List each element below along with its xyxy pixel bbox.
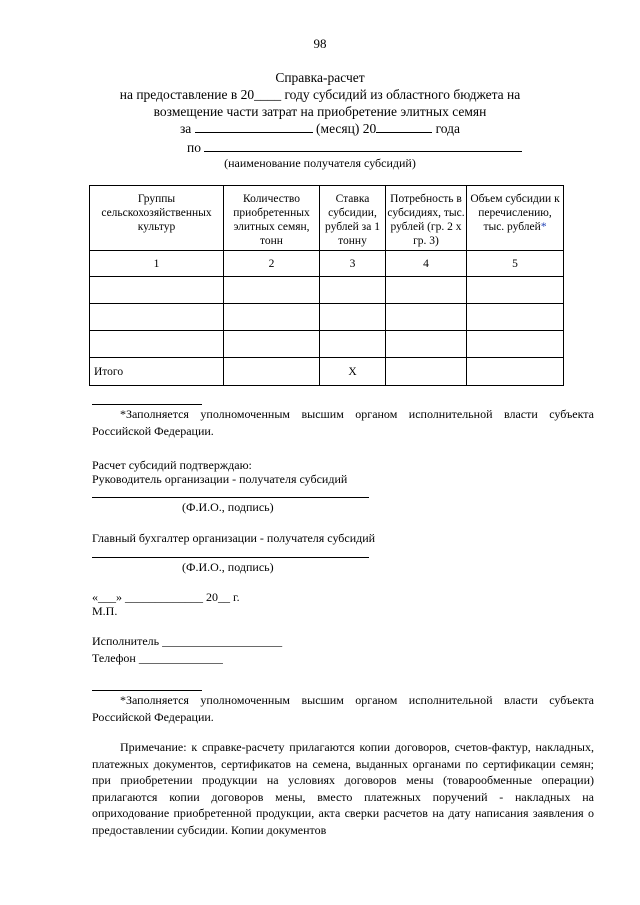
- recipient-blank: [204, 141, 522, 152]
- title-line-2: на предоставление в 20____ году субсидий из областного бюджета на: [119, 87, 521, 102]
- table-header-row: [90, 186, 564, 251]
- accountant-signature-line: [92, 557, 369, 558]
- table-cell: [224, 358, 320, 386]
- note-text: Примечание: к справке-расчету прилагаются копии договоров, счетов-фактур, накладных, платежных документов, сертификатов на семена, выданных органами по сертификации семян; при приобретении продукции на условиях договоров мены (товарообменные операции) прилагаются копии договоров мены, вместо платежных поручений - накладных на оприходование приобретенной продукции, акта сверки расчетов на дату написания заявления о предоставлении субсидии. Копии документов: [92, 740, 594, 837]
- table-cell: [90, 331, 224, 358]
- table-cell: [90, 277, 224, 304]
- calculation-table: [89, 185, 564, 386]
- column-number-row: [90, 251, 564, 277]
- note-paragraph: [92, 739, 594, 839]
- table-cell: [467, 277, 564, 304]
- table-cell: [467, 331, 564, 358]
- column-number: 3: [320, 251, 386, 277]
- table-cell: [224, 277, 320, 304]
- year-blank: [376, 121, 432, 133]
- head-signature-line: [92, 497, 369, 498]
- footnote-2-line-2: Российской Федерации.: [92, 710, 214, 724]
- footnote-separator: [92, 404, 202, 405]
- title-line-4-suffix: года: [432, 121, 461, 136]
- head-label: Руководитель организации - получателя субсидий: [92, 472, 348, 486]
- title-line-4-prefix: за: [179, 121, 195, 136]
- header-subsidy-need: Потребность в субсидиях, тыс. рублей (гр. 2 х гр. 3): [386, 186, 467, 251]
- table-cell: [320, 277, 386, 304]
- footnote-separator: [92, 690, 202, 691]
- table-row: [90, 331, 564, 358]
- table-cell: [386, 331, 467, 358]
- column-number: 4: [386, 251, 467, 277]
- document-title: [0, 69, 640, 137]
- executor-line: Исполнитель ____________________: [92, 634, 283, 648]
- accountant-label: Главный бухгалтер организации - получателя субсидий: [92, 531, 376, 545]
- recipient-line: [187, 140, 522, 156]
- footnote-1-line-2: Российской Федерации.: [92, 424, 214, 438]
- head-signature-caption: (Ф.И.О., подпись): [182, 500, 274, 514]
- table-row: [90, 304, 564, 331]
- table-cell: [90, 304, 224, 331]
- date-line: «___» _____________ 20__ г.: [92, 590, 240, 604]
- month-blank: [195, 121, 313, 133]
- header-subsidy-rate: Ставка субсидии, рублей за 1 тонну: [320, 186, 386, 251]
- title-line-4-mid: (месяц) 20: [312, 121, 377, 136]
- table-cell: [320, 304, 386, 331]
- table-cell: [467, 304, 564, 331]
- page-number: 98: [313, 36, 327, 51]
- column-number: 1: [90, 251, 224, 277]
- footnote-1-line-1: *Заполняется уполномоченным высшим органом исполнительной власти субъекта: [120, 407, 594, 421]
- stamp-label: М.П.: [92, 604, 118, 618]
- total-rate-cross: Х: [320, 358, 386, 386]
- recipient-label: по: [187, 140, 205, 155]
- accountant-signature-caption: (Ф.И.О., подпись): [182, 560, 274, 574]
- column-number: 2: [224, 251, 320, 277]
- table-cell: [467, 358, 564, 386]
- column-number: 5: [467, 251, 564, 277]
- header-asterisk: *: [540, 221, 547, 233]
- title-line-1: Справка-расчет: [275, 70, 365, 85]
- recipient-caption: (наименование получателя субсидий): [224, 156, 416, 170]
- table-cell: [224, 331, 320, 358]
- table-cell: [386, 277, 467, 304]
- table-cell: [386, 358, 467, 386]
- confirm-title: Расчет субсидий подтверждаю:: [92, 458, 252, 472]
- table-cell: [224, 304, 320, 331]
- phone-line: Телефон ______________: [92, 651, 223, 665]
- table-cell: [386, 304, 467, 331]
- footnote-2: [92, 692, 594, 726]
- header-crop-groups: Группы сельскохозяйственных культур: [90, 186, 224, 251]
- header-subsidy-amount: [467, 186, 564, 251]
- footnote-2-line-1: *Заполняется уполномоченным высшим органом исполнительной власти субъекта: [120, 693, 594, 707]
- total-row: [90, 358, 564, 386]
- footnote-1: [92, 406, 594, 440]
- title-line-3: возмещение части затрат на приобретение элитных семян: [153, 104, 487, 119]
- header-subsidy-amount-text: Объем субсидии к перечислению, тыс. рублей: [470, 193, 560, 233]
- total-label: Итого: [90, 358, 224, 386]
- title-line-4: [0, 120, 640, 137]
- table-cell: [320, 331, 386, 358]
- table-row: [90, 277, 564, 304]
- header-seed-quantity: Количество приобретенных элитных семян, тонн: [224, 186, 320, 251]
